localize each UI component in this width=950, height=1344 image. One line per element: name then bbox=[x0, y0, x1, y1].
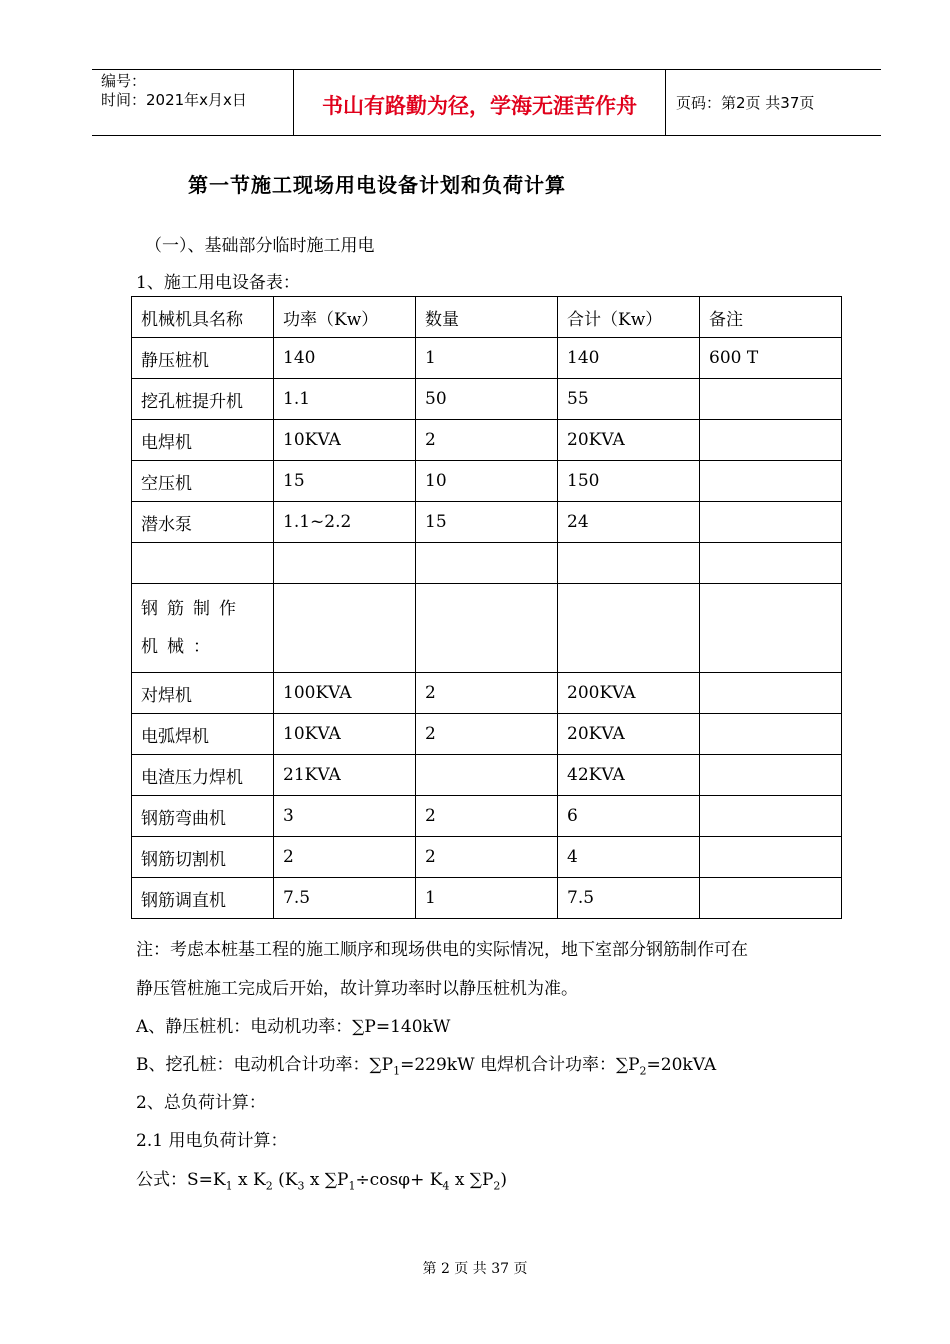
header-bottom-rule bbox=[92, 135, 881, 136]
note-line: 静压管桩施工完成后开始，故计算功率时以静压桩机为准。 bbox=[136, 979, 578, 999]
text-run: ) bbox=[500, 1170, 508, 1190]
subscript: 4 bbox=[442, 1179, 450, 1193]
column-header: 数量 bbox=[416, 297, 558, 338]
text-run: ÷cosφ+ K bbox=[355, 1170, 443, 1190]
column-header: 备注 bbox=[700, 297, 842, 338]
subscript: 1 bbox=[393, 1064, 401, 1078]
table-row bbox=[132, 714, 842, 755]
table-cell bbox=[558, 584, 700, 673]
table-cell: 42KVA bbox=[558, 755, 700, 796]
table-cell: 20KVA bbox=[558, 714, 700, 755]
text-run: x ∑P bbox=[304, 1170, 349, 1190]
table-cell bbox=[700, 420, 842, 461]
table-cell: 2 bbox=[416, 837, 558, 878]
table-cell: 钢筋切割机 bbox=[132, 837, 274, 878]
table-cell bbox=[700, 837, 842, 878]
static-pile-power-line: A、静压桩机：电动机功率：∑P=140kW bbox=[136, 1017, 451, 1037]
table-cell bbox=[700, 584, 842, 673]
text-run: x ∑P bbox=[449, 1170, 494, 1190]
table-cell: 600 T bbox=[700, 338, 842, 379]
table-cell: 55 bbox=[558, 379, 700, 420]
document-number-label: 编号： bbox=[101, 72, 147, 90]
table-cell: 对焊机 bbox=[132, 673, 274, 714]
table-cell bbox=[132, 543, 274, 584]
table-cell: 7.5 bbox=[558, 878, 700, 919]
table-cell bbox=[700, 379, 842, 420]
section-title: 第一节施工现场用电设备计划和负荷计算 bbox=[188, 173, 566, 197]
subscript: 1 bbox=[225, 1179, 233, 1193]
table-cell: 10KVA bbox=[274, 420, 416, 461]
header-motto: 书山有路勤为径，学海无涯苦作舟 bbox=[322, 94, 637, 118]
text-run: x K bbox=[232, 1170, 266, 1190]
table-cell: 200KVA bbox=[558, 673, 700, 714]
table-cell bbox=[700, 543, 842, 584]
table-header-row bbox=[132, 297, 842, 338]
table-cell: 挖孔桩提升机 bbox=[132, 379, 274, 420]
text-run: 公式：S=K bbox=[136, 1170, 226, 1190]
table-cell: 4 bbox=[558, 837, 700, 878]
table-cell bbox=[700, 461, 842, 502]
table-row bbox=[132, 837, 842, 878]
table-cell bbox=[700, 502, 842, 543]
table-cell: 2 bbox=[274, 837, 416, 878]
load-calc-heading: 2.1 用电负荷计算： bbox=[136, 1131, 288, 1151]
table-cell: 1.1 bbox=[274, 379, 416, 420]
table-row bbox=[132, 379, 842, 420]
table-cell: 空压机 bbox=[132, 461, 274, 502]
table-cell: 钢筋制作机械： bbox=[132, 584, 274, 673]
text-run: =229kW 电焊机合计功率：∑P bbox=[400, 1055, 640, 1075]
table-cell bbox=[274, 584, 416, 673]
table-cell: 电焊机 bbox=[132, 420, 274, 461]
table-cell: 电弧焊机 bbox=[132, 714, 274, 755]
table-cell: 1 bbox=[416, 338, 558, 379]
table-cell bbox=[416, 755, 558, 796]
table-cell bbox=[416, 543, 558, 584]
table-cell: 140 bbox=[274, 338, 416, 379]
table-cell: 2 bbox=[416, 796, 558, 837]
table-cell: 10KVA bbox=[274, 714, 416, 755]
text-run: (K bbox=[272, 1170, 298, 1190]
table-cell: 2 bbox=[416, 673, 558, 714]
table-cell: 1.1~2.2 bbox=[274, 502, 416, 543]
table-row bbox=[132, 338, 842, 379]
table-cell: 2 bbox=[416, 714, 558, 755]
table-cell: 50 bbox=[416, 379, 558, 420]
subscript: 2 bbox=[265, 1179, 273, 1193]
table-row bbox=[132, 502, 842, 543]
column-header: 功率（Kw） bbox=[274, 297, 416, 338]
column-header: 合计（Kw） bbox=[558, 297, 700, 338]
table-cell bbox=[700, 755, 842, 796]
table-cell: 1 bbox=[416, 878, 558, 919]
table-cell: 24 bbox=[558, 502, 700, 543]
subscript: 2 bbox=[493, 1179, 501, 1193]
page-footer: 第 2 页 共 37 页 bbox=[422, 1261, 528, 1277]
text-run: B、挖孔桩：电动机合计功率：∑P bbox=[136, 1055, 394, 1075]
column-header: 机械机具名称 bbox=[132, 297, 274, 338]
table-row bbox=[132, 796, 842, 837]
table-row bbox=[132, 543, 842, 584]
table-cell: 10 bbox=[416, 461, 558, 502]
page-number-label: 页码：第2页 共37页 bbox=[676, 94, 815, 112]
table-cell: 静压桩机 bbox=[132, 338, 274, 379]
header-top-rule bbox=[92, 69, 881, 70]
table-cell: 15 bbox=[416, 502, 558, 543]
subsection-heading: （一）、基础部分临时施工用电 bbox=[145, 236, 375, 256]
table-cell bbox=[558, 543, 700, 584]
equipment-table-caption: 1、施工用电设备表： bbox=[136, 273, 300, 293]
table-cell: 150 bbox=[558, 461, 700, 502]
equipment-table bbox=[131, 296, 842, 919]
total-load-heading: 2、总负荷计算： bbox=[136, 1093, 266, 1113]
subscript: 1 bbox=[348, 1179, 356, 1193]
table-cell: 6 bbox=[558, 796, 700, 837]
table-cell: 钢筋弯曲机 bbox=[132, 796, 274, 837]
table-cell: 15 bbox=[274, 461, 416, 502]
table-cell: 钢筋调直机 bbox=[132, 878, 274, 919]
table-row bbox=[132, 420, 842, 461]
subscript: 3 bbox=[297, 1179, 305, 1193]
table-row bbox=[132, 584, 842, 673]
table-row bbox=[132, 755, 842, 796]
text-run: =20kVA bbox=[646, 1055, 717, 1075]
table-cell: 2 bbox=[416, 420, 558, 461]
subscript: 2 bbox=[639, 1064, 647, 1078]
table-cell: 21KVA bbox=[274, 755, 416, 796]
table-cell bbox=[700, 796, 842, 837]
table-row bbox=[132, 461, 842, 502]
note-line: 注：考虑本桩基工程的施工顺序和现场供电的实际情况，地下室部分钢筋制作可在 bbox=[136, 940, 748, 960]
table-cell: 3 bbox=[274, 796, 416, 837]
table-cell: 100KVA bbox=[274, 673, 416, 714]
table-cell bbox=[274, 543, 416, 584]
table-row bbox=[132, 878, 842, 919]
bored-pile-power-line bbox=[136, 1050, 716, 1077]
table-cell: 140 bbox=[558, 338, 700, 379]
table-cell bbox=[700, 673, 842, 714]
table-row bbox=[132, 673, 842, 714]
table-cell bbox=[700, 878, 842, 919]
table-cell: 电渣压力焊机 bbox=[132, 755, 274, 796]
table-cell: 潜水泵 bbox=[132, 502, 274, 543]
load-formula bbox=[136, 1165, 507, 1192]
table-cell: 20KVA bbox=[558, 420, 700, 461]
table-cell bbox=[416, 584, 558, 673]
header-divider bbox=[665, 69, 666, 136]
table-cell: 7.5 bbox=[274, 878, 416, 919]
table-cell bbox=[700, 714, 842, 755]
document-time-label: 时间：2021年x月x日 bbox=[101, 91, 247, 109]
